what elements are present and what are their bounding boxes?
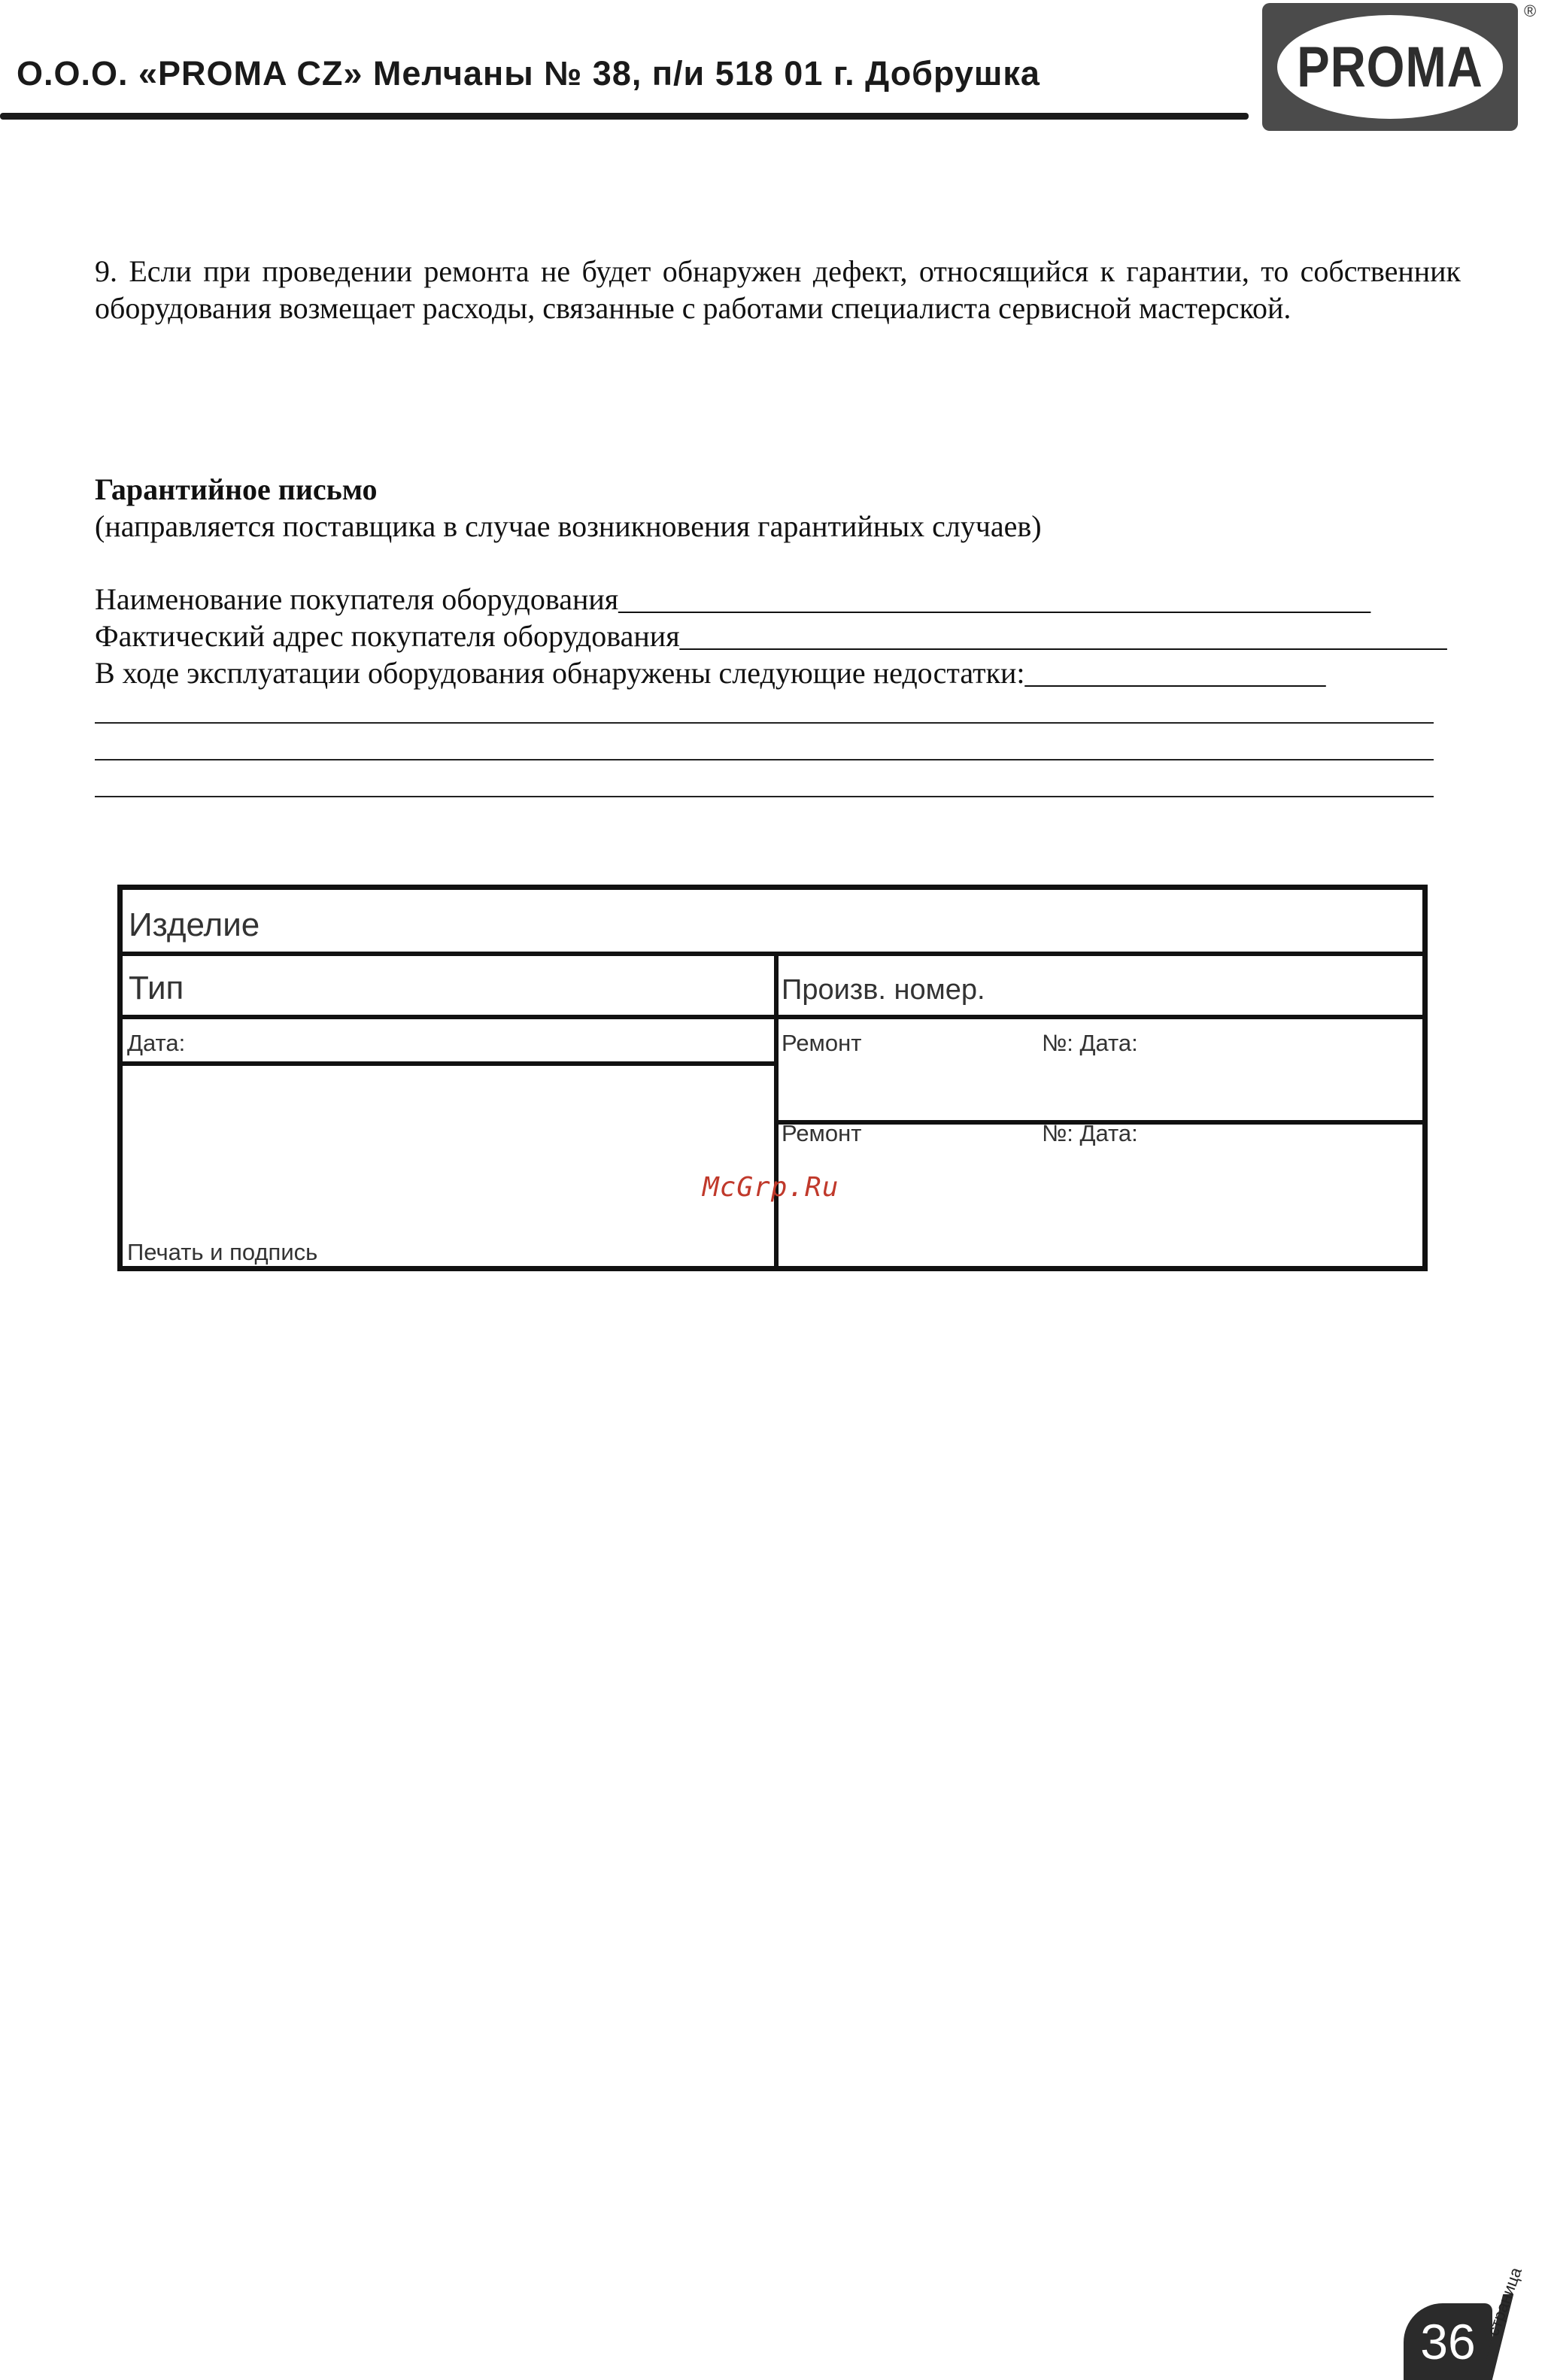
- field-blank: __________________________________________________: [618, 582, 1371, 616]
- field-label: В ходе эксплуатации оборудования обнаружены следующие недостатки:: [95, 656, 1025, 690]
- letter-heading: Гарантийное письмо: [95, 472, 378, 506]
- field-label: Наименование покупателя оборудования: [95, 582, 619, 616]
- logo-oval: [1277, 15, 1503, 119]
- form-divider-product: [123, 952, 1422, 956]
- field-buyer-address: [95, 618, 1461, 654]
- repair-2-label: Ремонт: [782, 1120, 862, 1146]
- page-word: страница: [1483, 2264, 1525, 2339]
- serial-number-label: Произв. номер.: [782, 974, 985, 1006]
- form-divider-date: [123, 1061, 774, 1066]
- proma-logo: [1262, 3, 1518, 131]
- stamp-signature-label: Печать и подпись: [127, 1239, 318, 1265]
- page-number: 36: [1420, 2314, 1476, 2369]
- repair-1-label: Ремонт: [782, 1030, 862, 1056]
- watermark: McGrp.Ru: [703, 1172, 839, 1203]
- form-divider-type: [123, 1015, 1422, 1019]
- field-buyer-name: [95, 581, 1461, 618]
- date-label: Дата:: [127, 1030, 186, 1056]
- paragraph-9: 9. Если при проведении ремонта не будет обнаружен дефект, относящийся к гарантии, то собственник оборудования возмещает расходы, связанные с работами специалиста сервисной мастерской.: [95, 254, 1461, 325]
- defects-line-3: [95, 796, 1434, 797]
- product-label: Изделие: [129, 906, 260, 943]
- repair-2-number-date: №: Дата:: [1042, 1120, 1138, 1146]
- company-address-title: О.О.О. «PROMA CZ» Мелчаны № 38, п/и 518 01 г. Добрушка: [17, 54, 1040, 93]
- type-label: Тип: [129, 970, 184, 1006]
- registered-mark: ®: [1524, 2, 1537, 20]
- repair-1-number-date: №: Дата:: [1042, 1030, 1138, 1056]
- header-divider: [0, 113, 1249, 120]
- field-blank: ____________________: [1024, 656, 1326, 690]
- form-divider-vertical: [774, 952, 779, 1266]
- field-label: Фактический адрес покупателя оборудования: [95, 619, 680, 653]
- defects-line-1: [95, 722, 1434, 724]
- logo-text: PROMA: [1297, 35, 1483, 99]
- defects-line-2: [95, 759, 1434, 760]
- letter-subheading: (направляется поставщика в случае возникновения гарантийных случаев): [95, 509, 1042, 543]
- field-blank: ___________________________________________________: [679, 619, 1447, 653]
- field-defects: [95, 654, 1461, 691]
- page-number-badge: [1404, 2303, 1492, 2380]
- warranty-form: [117, 885, 1428, 1271]
